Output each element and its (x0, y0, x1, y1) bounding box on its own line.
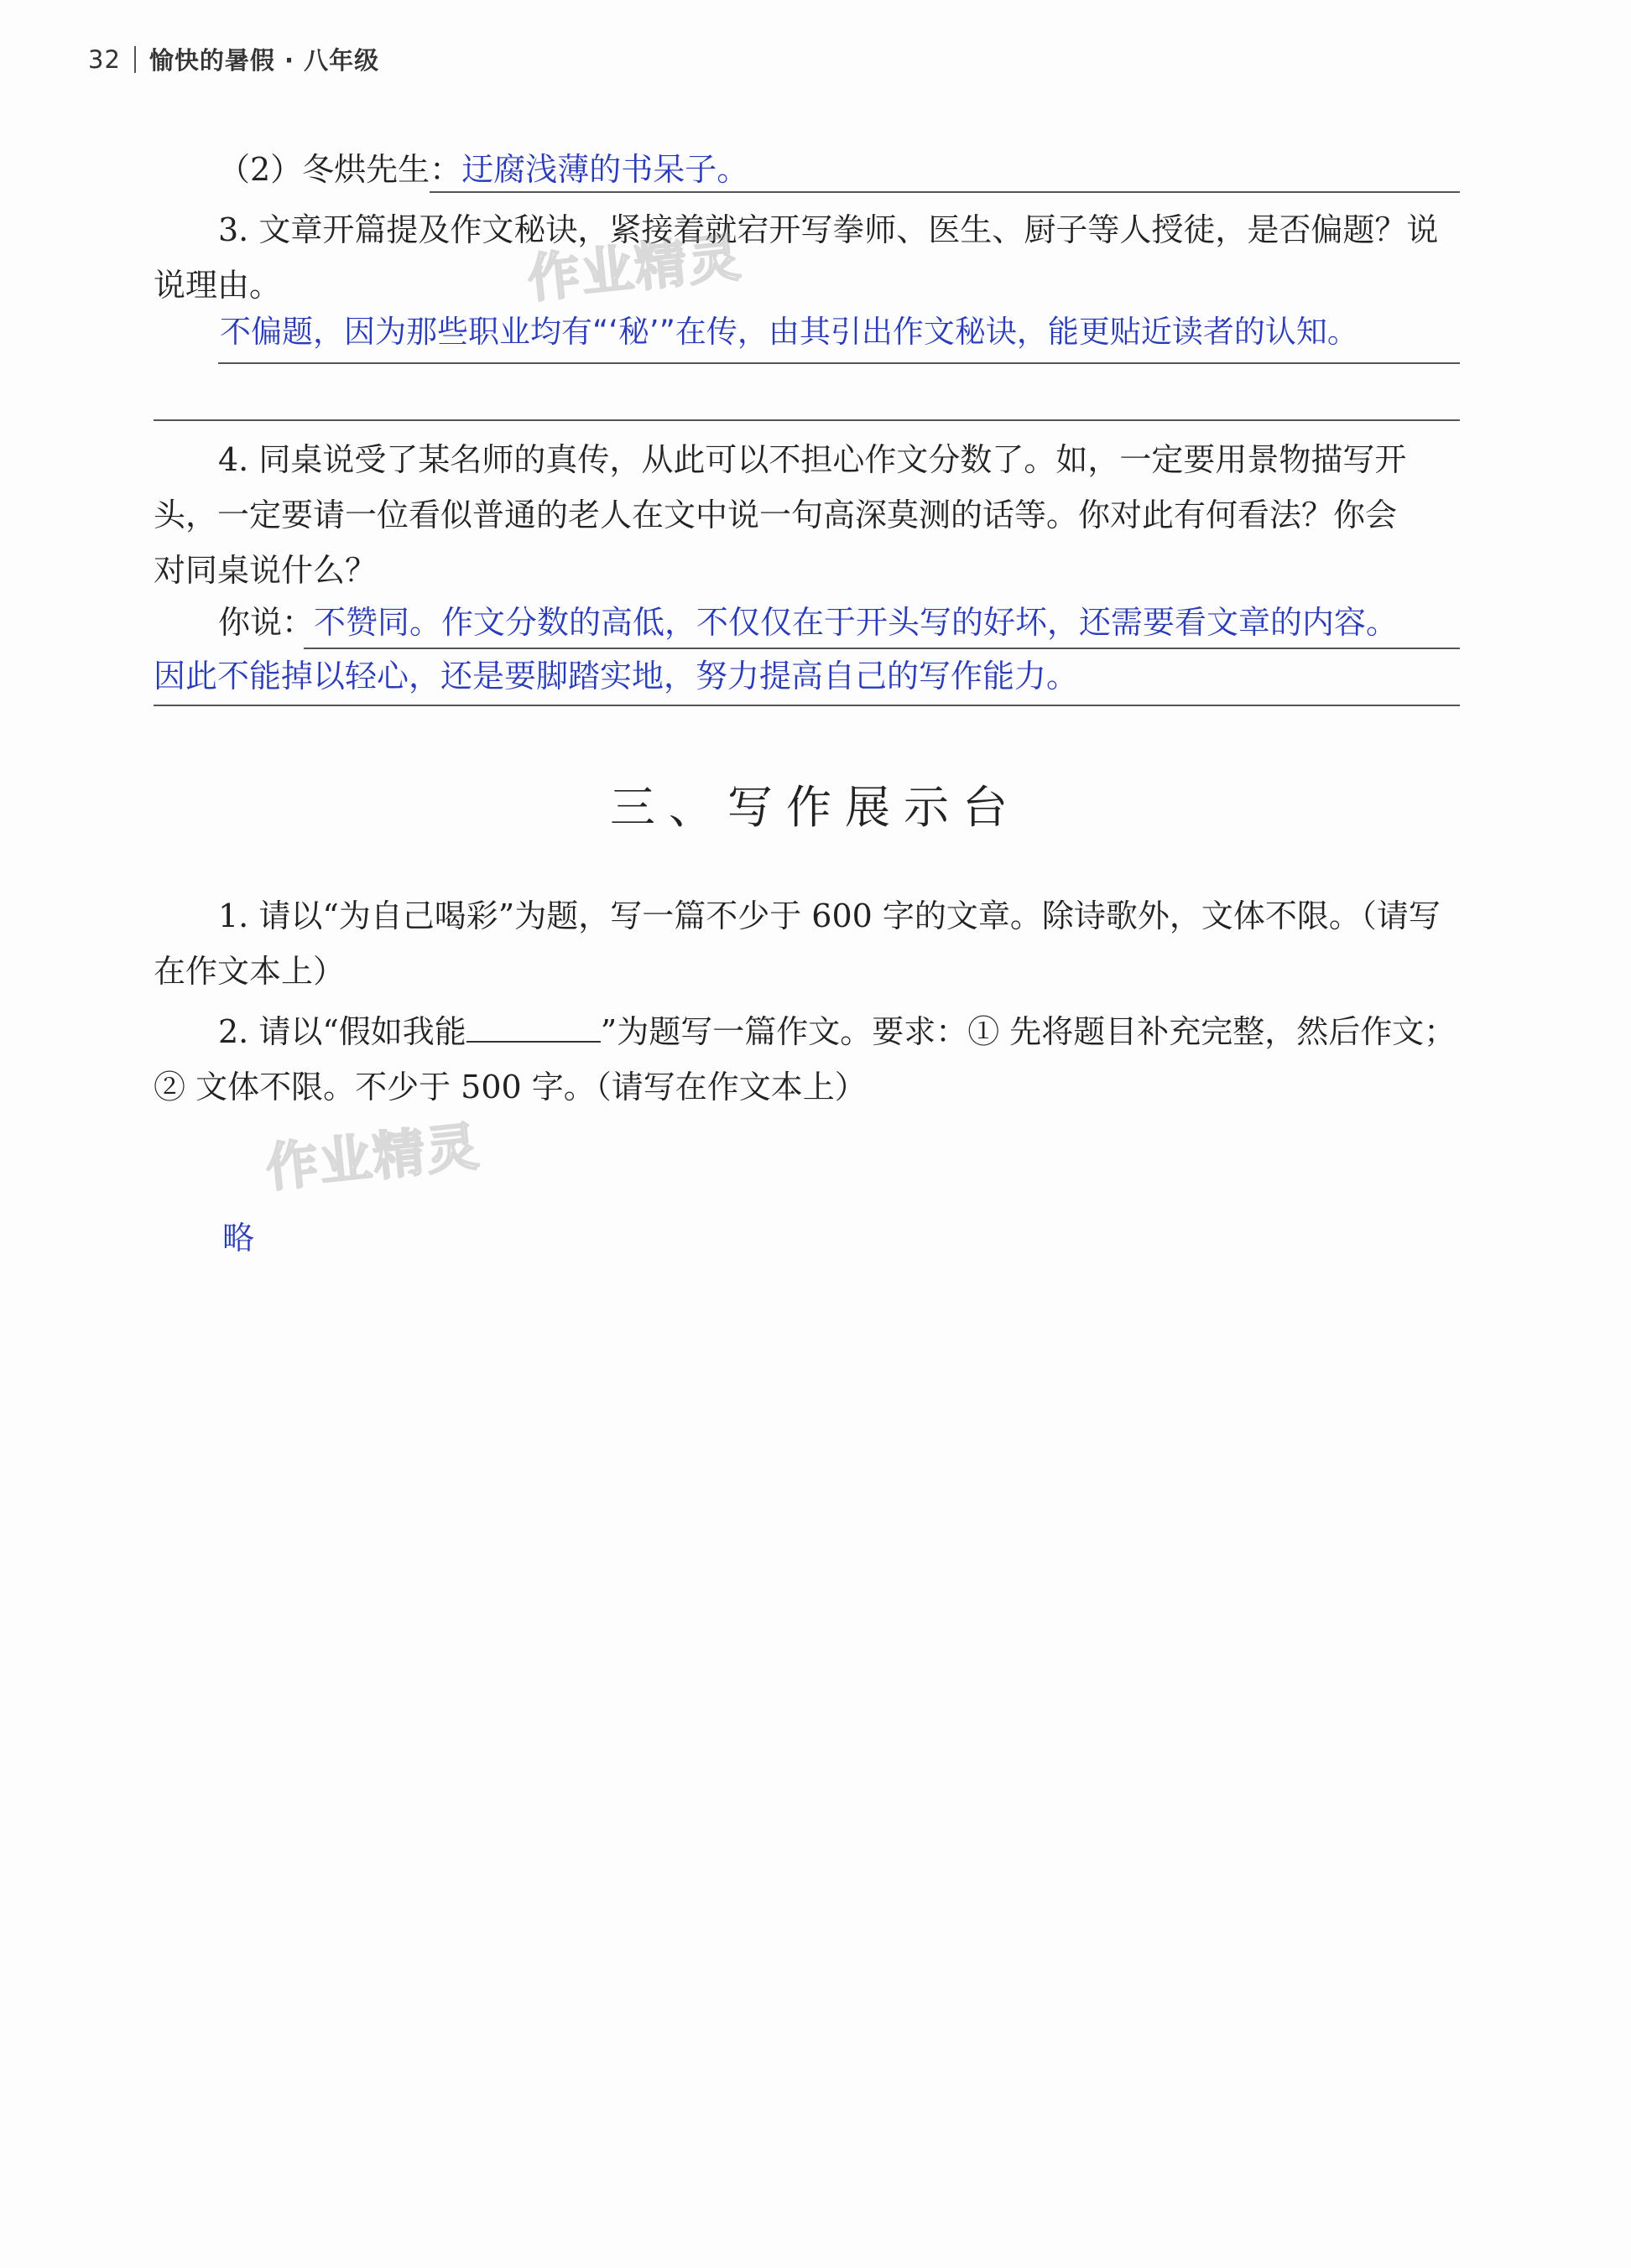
q4-line-2: 头，一定要请一位看似普通的老人在文中说一句高深莫测的话等。你对此有何看法？你会 (154, 497, 1398, 533)
writing-task-2-line-1 (218, 1012, 1456, 1052)
writing-task-2-text-a: 2. 请以“假如我能 (218, 1013, 466, 1050)
q2-item-label: （2）冬烘先生： (218, 151, 462, 188)
q4-answer-rule-1 (304, 648, 1460, 649)
q4-answer-line-1 (218, 602, 1398, 642)
q4-answer-rule-2 (154, 705, 1460, 706)
book-title: 愉快的暑假 · 八年级 (149, 46, 380, 75)
watermark-1: 作业精灵 (524, 226, 745, 310)
final-answer: 略 (222, 1220, 255, 1256)
writing-task-2-line-2: ② 文体不限。不少于 500 字。（请写在作文本上） (154, 1069, 867, 1105)
page-number: 32 (88, 44, 121, 74)
section-title: 三、写作展示台 (610, 781, 1021, 834)
q2-answer-rule (430, 191, 1460, 193)
writing-task-1-line-2: 在作文本上） (154, 953, 346, 990)
title-fill-blank (466, 1012, 601, 1043)
q2-item-answer: 迂腐浅薄的书呆子。 (461, 151, 749, 188)
writing-task-1-line-1: 1. 请以“为自己喝彩”为题，写一篇不少于 600 字的文章。除诗歌外，文体不限。（请写 (218, 897, 1441, 934)
q4-prompt: 你说： (218, 604, 315, 641)
q2-item-line (218, 149, 748, 190)
writing-task-2-text-b: ”为题写一篇作文。要求：① 先将题目补充完整，然后作文； (600, 1013, 1456, 1050)
page-header (88, 42, 379, 76)
q3-answer: 不偏题，因为那些职业均有“‘秘’”在传，由其引出作文秘诀，能更贴近读者的认知。 (220, 314, 1358, 350)
q3-answer-rule-1 (218, 362, 1460, 364)
watermark-2: 作业精灵 (263, 1115, 483, 1199)
q3-answer-rule-2 (154, 419, 1460, 421)
header-divider (134, 46, 136, 73)
q3-line-1: 3. 文章开篇提及作文秘诀，紧接着就宕开写拳师、医生、厨子等人授徒，是否偏题？说 (218, 211, 1439, 248)
q3-line-2: 说理由。 (154, 267, 282, 304)
q4-answer-1: 不赞同。作文分数的高低，不仅仅在于开头写的好坏，还需要看文章的内容。 (314, 604, 1399, 641)
q4-line-1: 4. 同桌说受了某名师的真传，从此可以不担心作文分数了。如，一定要用景物描写开 (218, 441, 1407, 478)
q4-answer-2: 因此不能掉以轻心，还是要脚踏实地，努力提高自己的写作能力。 (154, 658, 1079, 694)
q4-line-3: 对同桌说什么？ (154, 552, 378, 589)
